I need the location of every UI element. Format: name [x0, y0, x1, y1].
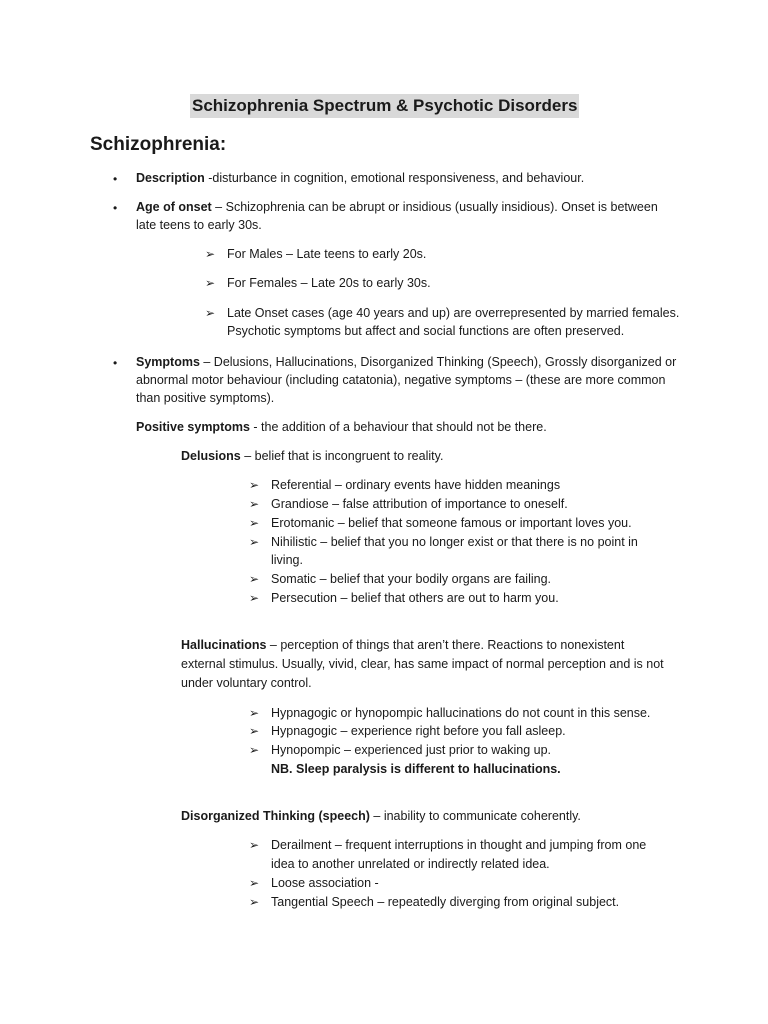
arrow-bullet-icon: ➢ — [205, 306, 216, 320]
delusion-item: Nihilistic – belief that you no longer exist or that there is no point in — [271, 535, 638, 549]
hallucination-note: NB. Sleep paralysis is different to hallucinations. — [271, 762, 561, 776]
arrow-bullet-icon: ➢ — [249, 535, 260, 549]
disorganized-item: Derailment – frequent interruptions in thought and jumping from one — [271, 838, 647, 852]
onset-item-females: For Females – Late 20s to early 30s. — [227, 276, 431, 290]
hallucination-item: Hynopompic – experienced just prior to waking up. — [271, 743, 552, 757]
description-line — [136, 169, 584, 188]
onset-item-late: Late Onset cases (age 40 years and up) are overrepresented by married females. — [227, 306, 680, 320]
arrow-bullet-icon: ➢ — [249, 838, 260, 852]
hallucination-item: Hypnagogic or hynopompic hallucinations do not count in this sense. — [271, 706, 651, 720]
disorganized-line — [181, 807, 581, 826]
positive-label: Positive symptoms — [136, 420, 250, 434]
hallucinations-label: Hallucinations — [181, 638, 267, 652]
hallucinations-line-3: under voluntary control. — [181, 676, 312, 690]
symptoms-line-3: than positive symptoms). — [136, 391, 275, 405]
arrow-bullet-icon: ➢ — [249, 876, 260, 890]
delusion-item: Referential – ordinary events have hidden meanings — [271, 478, 561, 492]
bullet-marker: • — [113, 356, 118, 370]
positive-symptoms-line — [136, 418, 547, 437]
symptoms-line-1 — [136, 353, 676, 372]
arrow-bullet-icon: ➢ — [249, 572, 260, 586]
delusion-item: Somatic – belief that your bodily organs are failing. — [271, 572, 552, 586]
arrow-bullet-icon: ➢ — [249, 497, 260, 511]
hallucinations-line-2: external stimulus. Usually, vivid, clear, has same impact of normal perception and is not — [181, 657, 664, 671]
bullet-marker: • — [113, 201, 118, 215]
arrow-bullet-icon: ➢ — [249, 743, 260, 757]
disorganized-item: Loose association - — [271, 876, 379, 890]
positive-text: - the addition of a behaviour that should not be there. — [249, 420, 547, 434]
symptoms-line-2: abnormal motor behaviour (including catatonia), negative symptoms – (these are more common — [136, 373, 666, 387]
description-text: -disturbance in cognition, emotional responsiveness, and behaviour. — [204, 171, 585, 185]
onset-item-males: For Males – Late teens to early 20s. — [227, 247, 427, 261]
bullet-marker: • — [113, 172, 118, 186]
delusion-item: Persecution – belief that others are out to harm you. — [271, 591, 559, 605]
description-label: Description — [136, 171, 205, 185]
disorganized-label: Disorganized Thinking (speech) — [181, 809, 370, 823]
disorganized-item-cont: idea to another unrelated or indirectly related idea. — [271, 857, 550, 871]
delusions-line — [181, 447, 443, 466]
onset-line-1 — [136, 198, 658, 217]
delusions-label: Delusions — [181, 449, 241, 463]
symptoms-text: – Delusions, Hallucinations, Disorganized Thinking (Speech), Grossly disorganized or — [199, 355, 677, 369]
delusion-item: Erotomanic – belief that someone famous or important loves you. — [271, 516, 632, 530]
arrow-bullet-icon: ➢ — [205, 247, 216, 261]
onset-text: – Schizophrenia can be abrupt or insidious (usually insidious). Onset is between — [211, 200, 658, 214]
onset-item-late-cont: Psychotic symptoms but affect and social functions are often preserved. — [227, 324, 625, 338]
onset-line-2: late teens to early 30s. — [136, 218, 262, 232]
delusion-item: Grandiose – false attribution of importance to oneself. — [271, 497, 568, 511]
arrow-bullet-icon: ➢ — [249, 478, 260, 492]
delusions-text: – belief that is incongruent to reality. — [240, 449, 444, 463]
disorganized-text: – inability to communicate coherently. — [369, 809, 581, 823]
symptoms-label: Symptoms — [136, 355, 200, 369]
delusion-item-cont: living. — [271, 553, 303, 567]
arrow-bullet-icon: ➢ — [205, 276, 216, 290]
arrow-bullet-icon: ➢ — [249, 724, 260, 738]
disorganized-item: Tangential Speech – repeatedly diverging from original subject. — [271, 895, 620, 909]
page-title: Schizophrenia Spectrum & Psychotic Disorders — [190, 94, 579, 118]
hallucinations-line-1 — [181, 636, 624, 655]
arrow-bullet-icon: ➢ — [249, 591, 260, 605]
onset-label: Age of onset — [136, 200, 212, 214]
hallucination-item: Hypnagogic – experience right before you fall asleep. — [271, 724, 566, 738]
arrow-bullet-icon: ➢ — [249, 895, 260, 909]
hallucinations-text: – perception of things that aren’t there. Reactions to nonexistent — [266, 638, 625, 652]
arrow-bullet-icon: ➢ — [249, 516, 260, 530]
section-heading: Schizophrenia: — [90, 134, 227, 155]
arrow-bullet-icon: ➢ — [249, 706, 260, 720]
